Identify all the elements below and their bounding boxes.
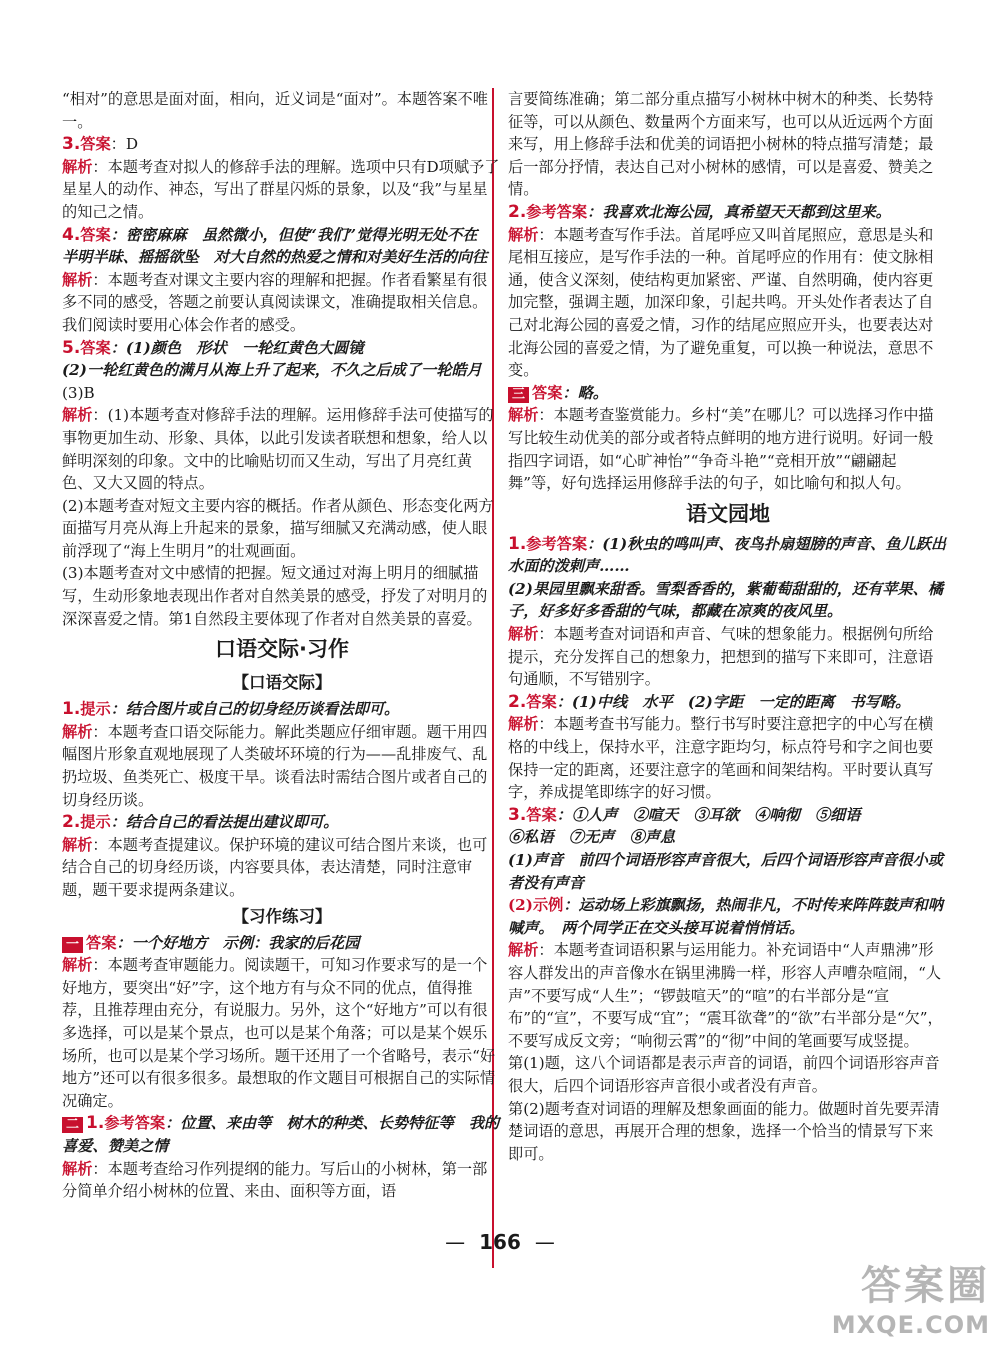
- y2-analysis-label: 解析: [508, 715, 539, 734]
- y3-number: 3.: [508, 804, 527, 825]
- section-title-oral: 口语交际·习作: [215, 637, 349, 662]
- y2-answer-label: 答案: [526, 692, 557, 711]
- subheading-oral-communication: 【口语交际】: [232, 673, 332, 693]
- y2-answer: [508, 691, 948, 714]
- k1-number: 1.: [62, 699, 81, 720]
- k2-analysis-text: ：本题考查提建议。保护环境的建议可结合图片来谈，也可结合自己的切身经历谈，内容要具体，表达清楚，同时注意审题，题干要求提两条建议。: [62, 835, 488, 899]
- y2-answer-text: ：(1)中线 水平 (2)字距 一定的距离 书写略。: [556, 692, 911, 711]
- y3-analysis-text-3: 第(2)题考查对词语的理解及想象画面的能力。做题时首先要弄清楚词语的意思，再展开合理的想象，选择一个恰当的情景写下来即可。: [508, 1099, 940, 1163]
- r3-answer-text: ：略。: [562, 383, 608, 402]
- k1-hint-label: 提示: [80, 700, 111, 719]
- watermark-text: 答案圈: [861, 1263, 990, 1309]
- k1-answer: [62, 698, 502, 721]
- q5-analysis-text-2: (2)本题考查对短文主要内容的概括。作者从颜色、形态变化两方面描写月亮从海上升起来的景象，描写细腻又充满动感，使人眼前浮现了“海上生明月”的壮观画面。: [62, 496, 494, 560]
- q4-analysis-label: 解析: [62, 270, 93, 289]
- subheading-writing-practice: 【习作练习】: [232, 906, 332, 926]
- r3-analysis-text: ：本题考查鉴赏能力。乡村“美”在哪儿？可以选择习作中描写比较生动优美的部分或者特点鲜明的地方进行说明。好词一般指四字词语，如“心旷神怡”“争奇斗艳”“竞相开放”“翩翩起舞”等，好句选择运用修辞手法的句子，如比喻句和拟人句。: [508, 406, 934, 493]
- page-footer: [0, 1228, 1000, 1256]
- r2-answer-text: ：我喜欢北海公园，真希望天天都到这里来。: [587, 202, 891, 221]
- watermark-url: MXQE.COM: [831, 1311, 990, 1339]
- y3-answer-text-4: ：运动场上彩旗飘扬，热闹非凡，不时传来阵阵鼓声和呐喊声。 两个同学正在交头接耳说着悄悄话。: [508, 896, 944, 937]
- k2-hint-label: 提示: [80, 813, 111, 832]
- q4-analysis: [62, 269, 502, 337]
- q5-analysis-text-1: ：(1)本题考查对修辞手法的理解。运用修辞手法可使描写的事物更加生动、形象、具体，以此引发读者联想和想象，给人以鲜明深刻的印象。文中的比喻贴切而又生动，写出了月亮红黄色、又大又圆的特点。: [62, 406, 494, 493]
- k2-number: 2.: [62, 812, 81, 833]
- k2-analysis-label: 解析: [62, 835, 93, 854]
- r3-answer: [508, 382, 948, 405]
- y1-analysis-text: ：本题考查对词语和声音、气味的想象能力。根据例句所给提示，充分发挥自己的想象力，把想到的描写下来即可，注意语句通顺，不写错别字。: [508, 625, 934, 689]
- k1-analysis: [62, 721, 502, 811]
- x1-answer: [62, 932, 502, 955]
- q5-analysis-1: [62, 404, 502, 494]
- x2-analysis-label: 解析: [62, 1159, 93, 1178]
- k2-analysis: [62, 834, 502, 902]
- k2-answer: [62, 811, 502, 834]
- q4-answer-text: ：密密麻麻 虽然微小，但使“我们”觉得光明无处不在 半明半昧、摇摇欲坠 对大自然的热爱之情和对美好生活的向往: [62, 225, 493, 267]
- q5-answer-text-3: (3)B: [62, 383, 95, 402]
- q4-number: 4.: [62, 224, 81, 245]
- y1-answer-label: 参考答案: [526, 534, 588, 553]
- y3-analysis-label: 解析: [508, 941, 539, 960]
- x2-number: 1.: [86, 1113, 105, 1134]
- q5-analysis-text-3: (3)本题考查对文中感情的把握。短文通过对海上明月的细腻描写，生动形象地表现出作者对自然美景的感受，抒发了对明月的深深喜爱之情。第1自然段主要体现了作者对自然美景的喜爱。: [62, 564, 488, 628]
- x1-answer-text: ：一个好地方 示例：我家的后花园: [116, 933, 360, 952]
- y2-number: 2.: [508, 691, 527, 712]
- q3-analysis-text: ：本题考查对拟人的修辞手法的理解。选项中只有D项赋予了星星人的动作、神态，写出了群星闪烁的景象，以及“我”与星星的知己之情。: [62, 157, 500, 221]
- r2-number: 2.: [508, 201, 527, 222]
- q3-analysis-label: 解析: [62, 157, 93, 176]
- y3-answer-text-2: ⑥私语 ⑦无声 ⑧声息: [508, 828, 676, 847]
- x1-answer-label: 答案: [86, 933, 117, 952]
- q4-answer-label: 答案: [80, 225, 111, 244]
- y3-answer-text-3: (1)声音 前四个词语形容声音很大，后四个词语形容声音很小或者没有声音: [508, 851, 944, 892]
- y3-answer-label: 答案: [526, 805, 557, 824]
- y1-answer-text-2: (2)果园里飘来甜香。雪梨香香的，紫葡萄甜甜的，还有苹果、橘子，好多好多香甜的气味，都藏在凉爽的夜风里。: [508, 579, 944, 621]
- x2-section-box: 二: [62, 1117, 83, 1133]
- y1-number: 1.: [508, 533, 527, 554]
- q5-answer-text-2: (2)一轮红黄色的满月从海上升了起来，不久之后成了一轮皓月: [62, 361, 482, 380]
- r2-analysis-text: ：本题考查写作手法。首尾呼应又叫首尾照应，意思是头和尾相互接应，是写作手法的一种。首尾呼应的作用有：使文脉相通，使含义深刻，使结构更加紧密、严谨、自然明确，使内容更加完整，强调主题，加深印象，引起共鸣。开头处作者表达了自己对北海公园的喜爱之情，习作的结尾应照应开头，也要表达对北海公园的喜爱之情，为了避免重复，可以换一种说法，意思不变。: [508, 225, 934, 380]
- q5-answer: [62, 337, 502, 360]
- q4-analysis-text: ：本题考查对课文主要内容的理解和把握。作者看繁星有很多不同的感受，答题之前要认真阅读课文，准确提取相关信息。我们阅读时要用心体会作者的感受。: [62, 270, 488, 334]
- q3-answer: [62, 133, 502, 156]
- x1-analysis-text: ：本题考查审题能力。阅读题干，可知习作要求写的是一个好地方，要突出“好”字，这个地方有与众不同的优点，值得推荐，且推荐理由充分，有说服力。另外，这个“好地方”可以有很多选择，可以是某个景点，也可以是某个角落；可以是某个娱乐场所，也可以是某个学习场所。题干还用了一个省略号，表示“好地方”还可以有很多很多。最想取的作文题目可根据自己的实际情况确定。: [62, 956, 496, 1110]
- r3-answer-label: 答案: [532, 383, 563, 402]
- r2-analysis: [508, 224, 948, 382]
- y2-analysis: [508, 713, 948, 803]
- k1-analysis-label: 解析: [62, 722, 93, 741]
- footer-dash-left: —: [445, 1230, 466, 1254]
- y3-analysis-text-1: ：本题考查词语积累与运用能力。补充词语中“人声鼎沸”形容人群发出的声音像水在锅里沸腾一样，形容人声嘈杂喧闹，“人声”不要写成“人生”；“锣鼓喧天”的“喧”的右半部分是“宣布”的“宣”，不要写成“宜”；“震耳欲聋”的“欲”右半部分是“欠”，不要写成反文旁；“响彻云霄”的“彻”中间的笔画要写成竖提。: [508, 941, 943, 1050]
- y3-analysis-1: [508, 939, 948, 1052]
- q5-number: 5.: [62, 337, 81, 358]
- continuation-text: 言要简练准确；第二部分重点描写小树林中树木的种类、长势特征等，可以从颜色、数量两个方面来写，也可以从近远两个方面来写，用上修辞手法和优美的词语把小树林的特点描写清楚；最后一部分抒情，表达自己对小树林的感情，可以是喜爱、赞美之情。: [508, 90, 934, 199]
- r3-section-box: 三: [508, 387, 529, 403]
- r2-answer: [508, 201, 948, 224]
- x1-analysis-label: 解析: [62, 956, 93, 975]
- x1-section-box: 一: [62, 937, 83, 953]
- right-column: [508, 88, 948, 1165]
- intro-text: “相对”的意思是面对面，相向，近义词是“面对”。本题答案不唯一。: [62, 90, 488, 131]
- y3-answer-example: [508, 894, 948, 939]
- section-title-chinese-garden: 语文园地: [686, 501, 770, 526]
- k1-hint-text: ：结合图片或自己的切身经历谈看法即可。: [110, 700, 400, 719]
- y3-answer: [508, 804, 948, 827]
- y3-analysis-text-2: 第(1)题，这八个词语都是表示声音的词语，前四个词语形容声音很大，后四个词语形容声音很小或者没有声音。: [508, 1054, 940, 1095]
- x2-answer-label: 参考答案: [104, 1114, 166, 1133]
- footer-dash-right: —: [534, 1230, 555, 1254]
- q3-analysis: [62, 156, 502, 224]
- y1-analysis: [508, 623, 948, 691]
- y1-answer-text-1: ：(1)秋虫的鸣叫声、夜鸟扑扇翅膀的声音、鱼儿跃出水面的泼剌声……: [508, 534, 947, 576]
- x2-analysis-text: ：本题考查给习作列提纲的能力。写后山的小树林，第一部分简单介绍小树林的位置、来由、面积等方面，语: [62, 1159, 488, 1201]
- left-column: [62, 88, 502, 1203]
- r3-analysis-label: 解析: [508, 406, 539, 425]
- q5-analysis-label: 解析: [62, 406, 93, 425]
- x1-analysis: [62, 954, 502, 1112]
- y2-analysis-text: ：本题考查书写能力。整行书写时要注意把字的中心写在横格的中线上，保持水平，注意字距均匀，标点符号和字之间也要保持一定的距离，还要注意字的笔画和间架结构。平时要认真写字，养成提笔即练字的好习惯。: [508, 715, 934, 802]
- k1-analysis-text: ：本题考查口语交际能力。解此类题应仔细审题。题干用四幅图片形象直观地展现了人类破坏环境的行为——乱排废气、乱扔垃圾、鱼类死亡、极度干旱。谈看法时需结合图片或者自己的切身经历谈。: [62, 722, 488, 809]
- y1-answer: [508, 533, 948, 578]
- page-number: 166: [479, 1230, 521, 1254]
- x2-answer: [62, 1112, 502, 1157]
- q3-answer-label: 答案: [80, 135, 111, 154]
- r2-answer-label: 参考答案: [526, 202, 588, 221]
- q3-number: 3.: [62, 134, 81, 155]
- k2-hint-text: ：结合自己的看法提出建议即可。: [110, 813, 339, 832]
- q3-answer-text: ：D: [110, 135, 139, 154]
- x2-analysis: [62, 1158, 502, 1203]
- q5-answer-text-1: ：(1)颜色 形状 一轮红黄色大圆镜: [110, 338, 364, 357]
- r2-analysis-label: 解析: [508, 225, 539, 244]
- x2-answer-text: ：位置、来由等 树木的种类、长势特征等 我的喜爱、赞美之情: [62, 1114, 500, 1155]
- y3-answer-text-1: ：①人声 ②喧天 ③耳欲 ④响彻 ⑤细语: [556, 805, 861, 824]
- q4-answer: [62, 224, 502, 269]
- q5-answer-label: 答案: [80, 338, 111, 357]
- r3-analysis: [508, 404, 948, 494]
- y3-example-label: (2)示例: [508, 896, 564, 915]
- y1-analysis-label: 解析: [508, 625, 539, 644]
- watermark-logo: [790, 1254, 990, 1354]
